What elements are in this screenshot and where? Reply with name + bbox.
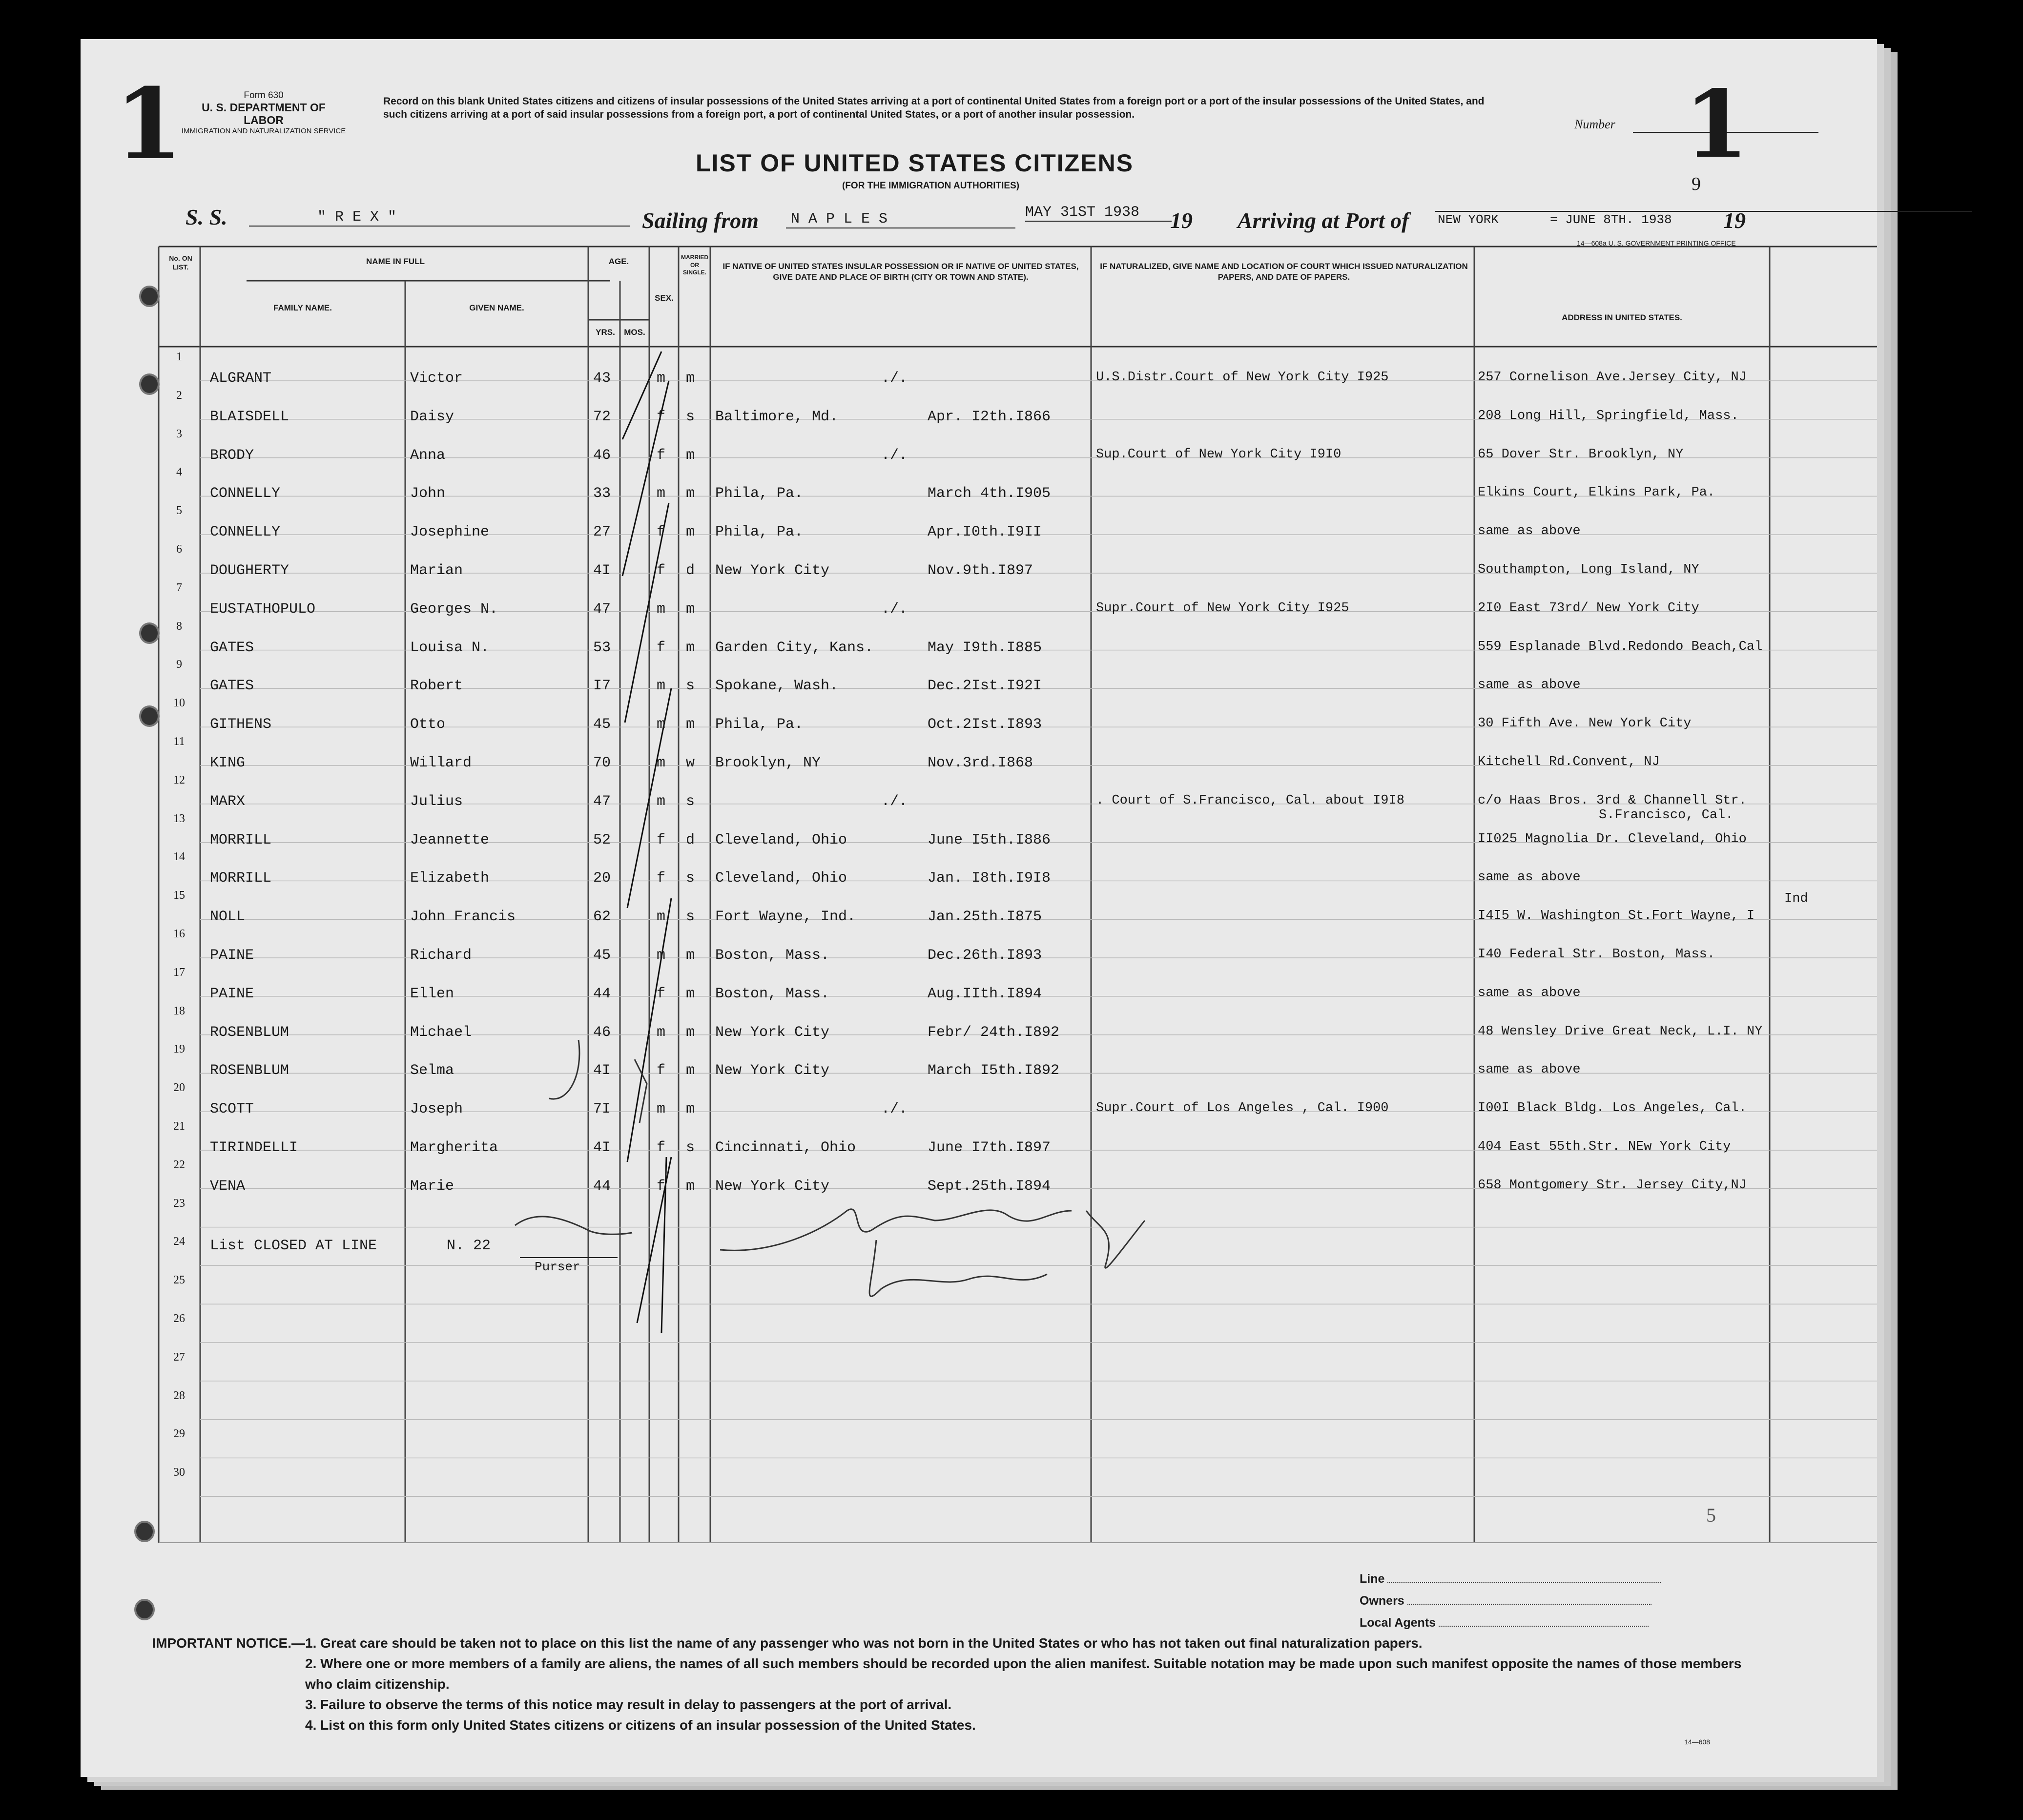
- family-name: TIRINDELLI: [210, 1139, 298, 1156]
- notice-item-2: 2. Where one or more members of a family are aliens, the names of all such members should be recorded upon the alien manifest. Suitable notation may be made upon such manifest opposite the names of those members who claim citizenship.: [305, 1656, 1742, 1692]
- given-name: Josephine: [410, 524, 490, 541]
- marital-status: m: [686, 1024, 695, 1041]
- birth-place: New York City: [715, 1178, 830, 1195]
- given-name: Otto: [410, 716, 446, 733]
- us-address: same as above: [1478, 870, 1581, 885]
- sex: f: [657, 831, 666, 848]
- marital-status: s: [686, 793, 695, 810]
- header-family-name: FAMILY NAME.: [273, 303, 332, 312]
- closing-text: List CLOSED AT LINE: [210, 1238, 377, 1254]
- row-number: 10: [173, 697, 185, 710]
- year-label-1: 19: [1170, 208, 1193, 233]
- birth-place: Cleveland, Ohio: [715, 870, 847, 887]
- given-name: Victor: [410, 370, 463, 387]
- birth-place: ./.: [881, 793, 908, 810]
- sex: m: [657, 485, 666, 502]
- ship-name: " R E X ": [249, 209, 630, 227]
- table-grid: [81, 39, 1877, 1777]
- row-number: 20: [173, 1081, 185, 1095]
- row-number: 9: [176, 658, 182, 671]
- us-address: 559 Esplanade Blvd.Redondo Beach,Cal: [1478, 639, 1763, 654]
- punch-hole: [134, 1521, 155, 1542]
- agent-owners: Owners: [1360, 1594, 1651, 1608]
- notice-item-3: 3. Failure to observe the terms of this notice may result in delay to passengers at the port of arrival.: [305, 1697, 952, 1712]
- sex: m: [657, 370, 666, 387]
- birth-place: Cleveland, Ohio: [715, 831, 847, 848]
- birth-place: Brooklyn, NY: [715, 755, 821, 771]
- birth-place: Cincinnati, Ohio: [715, 1139, 856, 1156]
- marital-status: s: [686, 1139, 695, 1156]
- given-name: Michael: [410, 1024, 472, 1041]
- marital-status: m: [686, 1101, 695, 1118]
- family-name: CONNELLY: [210, 485, 281, 502]
- form-number: Form 630: [244, 90, 284, 101]
- us-address: 30 Fifth Ave. New York City: [1478, 716, 1692, 731]
- number-label: Number: [1574, 117, 1615, 131]
- family-name: EUSTATHOPULO: [210, 600, 316, 618]
- sex: m: [657, 909, 666, 926]
- row-number: 24: [173, 1235, 185, 1248]
- sex: f: [657, 524, 666, 541]
- agent-local: Local Agents: [1360, 1616, 1649, 1630]
- sex: m: [657, 1101, 666, 1118]
- sex: m: [657, 755, 666, 771]
- birth-date: Dec.2Ist.I92I: [928, 678, 1042, 695]
- age-years: 70: [593, 755, 611, 771]
- us-address: same as above: [1478, 1062, 1581, 1077]
- sex: f: [657, 639, 666, 656]
- row-number: 4: [176, 466, 182, 479]
- row-number: 8: [176, 620, 182, 633]
- us-address: II025 Magnolia Dr. Cleveland, Ohio: [1478, 831, 1747, 847]
- header-birth: IF NATIVE OF UNITED STATES INSULAR POSSESSION OR IF NATIVE OF UNITED STATES, GIVE DATE AND PLACE OF BIRTH (CITY OR TOWN AND STATE).: [722, 262, 1079, 282]
- birth-date: Aug.IIth.I894: [928, 985, 1042, 1002]
- marital-status: w: [686, 755, 695, 771]
- family-name: GATES: [210, 678, 254, 695]
- birth-place: New York City: [715, 1024, 830, 1041]
- birth-place: Baltimore, Md.: [715, 408, 839, 425]
- us-address: I40 Federal Str. Boston, Mass.: [1478, 947, 1715, 962]
- row-number: 12: [173, 773, 185, 786]
- row-number: 17: [173, 966, 185, 979]
- age-years: 62: [593, 909, 611, 926]
- naturalization-court: Supr.Court of New York City I925: [1096, 600, 1349, 616]
- printer-mark: 14—608a U. S. GOVERNMENT PRINTING OFFICE: [1577, 239, 1736, 247]
- marital-status: m: [686, 370, 695, 387]
- naturalization-court: Sup.Court of New York City I9I0: [1096, 447, 1342, 462]
- row-number: 18: [173, 1004, 185, 1017]
- us-address: same as above: [1478, 985, 1581, 1000]
- header-age: AGE.: [608, 257, 629, 266]
- sex: m: [657, 678, 666, 695]
- row-number: 26: [173, 1312, 185, 1325]
- us-address: same as above: [1478, 678, 1581, 693]
- arrival-date: = JUNE 8TH. 1938: [1550, 212, 1672, 227]
- us-address: c/o Haas Bros. 3rd & Channell Str.: [1478, 793, 1747, 808]
- family-name: ROSENBLUM: [210, 1024, 289, 1041]
- family-name: BLAISDELL: [210, 408, 289, 425]
- age-years: 4I: [593, 1139, 611, 1156]
- given-name: Louisa N.: [410, 639, 490, 656]
- sex: m: [657, 600, 666, 618]
- age-years: 27: [593, 524, 611, 541]
- marital-status: m: [686, 1062, 695, 1079]
- marital-status: m: [686, 716, 695, 733]
- row-number: 16: [173, 928, 185, 940]
- row-number: 7: [176, 581, 182, 594]
- family-name: GITHENS: [210, 716, 272, 733]
- marital-status: m: [686, 447, 695, 464]
- page-mark: 5: [1706, 1504, 1716, 1526]
- given-name: Selma: [410, 1062, 454, 1079]
- given-name: Willard: [410, 755, 472, 771]
- birth-place: New York City: [715, 1062, 830, 1079]
- ss-label: S. S.: [186, 205, 227, 229]
- row-number: 15: [173, 889, 185, 902]
- punch-hole: [134, 1599, 155, 1620]
- age-years: 20: [593, 870, 611, 887]
- age-years: 45: [593, 947, 611, 964]
- punch-hole: [139, 622, 160, 644]
- sex: f: [657, 1139, 666, 1156]
- sex: f: [657, 408, 666, 425]
- birth-date: June I5th.I886: [928, 831, 1051, 848]
- sex: f: [657, 1062, 666, 1079]
- marital-status: m: [686, 524, 695, 541]
- header-mos: MOS.: [624, 328, 645, 337]
- naturalization-court: Supr.Court of Los Angeles , Cal. I900: [1096, 1101, 1389, 1116]
- birth-place: Phila, Pa.: [715, 485, 804, 502]
- given-name: Anna: [410, 447, 446, 464]
- us-address: 208 Long Hill, Springfield, Mass.: [1478, 408, 1739, 423]
- footer-mark: 14—608: [1684, 1738, 1710, 1746]
- form-title: LIST OF UNITED STATES CITIZENS: [696, 149, 1134, 177]
- age-years: 46: [593, 1024, 611, 1041]
- sailing-date: MAY 31ST 1938: [1025, 204, 1172, 222]
- marital-status: d: [686, 831, 695, 848]
- department-name: U. S. DEPARTMENT OF LABOR: [202, 101, 326, 127]
- row-number: 14: [173, 850, 185, 864]
- row-number: 19: [173, 1043, 185, 1056]
- birth-place: New York City: [715, 562, 830, 579]
- given-name: Daisy: [410, 408, 454, 425]
- marital-status: s: [686, 678, 695, 695]
- given-name: Marian: [410, 562, 463, 579]
- birth-date: Apr. I2th.I866: [928, 408, 1051, 425]
- family-name: KING: [210, 755, 246, 771]
- header-no-on-list: No. ON LIST.: [169, 254, 192, 271]
- closing-line-number: N. 22: [447, 1238, 491, 1254]
- birth-place: Fort Wayne, Ind.: [715, 909, 856, 926]
- header-naturalized: IF NATURALIZED, GIVE NAME AND LOCATION OF COURT WHICH ISSUED NATURALIZATION PAPERS, AND DATE OF PAPERS.: [1100, 262, 1468, 282]
- birth-place: ./.: [881, 1101, 908, 1118]
- header-given-name: GIVEN NAME.: [469, 303, 524, 312]
- age-years: 52: [593, 831, 611, 848]
- year-label-2: 19: [1723, 208, 1746, 233]
- record-instructions: Record on this blank United States citizens and citizens of insular possessions of the United States arriving at a port of continental United States from a foreign port or a port of the insular possessions of the United States, and such citizens arriving at a port of said insular possessions from a foreign port, a port of continental United States, or a port of another insular possession.: [383, 96, 1485, 120]
- us-address: I00I Black Bldg. Los Angeles, Cal.: [1478, 1101, 1747, 1116]
- departure-port: N A P L E S: [786, 211, 1015, 228]
- birth-date: Oct.2Ist.I893: [928, 716, 1042, 733]
- purser-line: [520, 1257, 618, 1258]
- birth-date: Jan.25th.I875: [928, 909, 1042, 926]
- sex: f: [657, 1178, 666, 1195]
- list-number: 1: [1684, 70, 1749, 179]
- given-name: Margherita: [410, 1139, 498, 1156]
- row-number: 22: [173, 1158, 185, 1171]
- birth-date: Apr.I0th.I9II: [928, 524, 1042, 541]
- family-name: BRODY: [210, 447, 254, 464]
- marital-status: s: [686, 870, 695, 887]
- header-married: MARRIED OR SINGLE.: [681, 254, 708, 276]
- age-years: 44: [593, 985, 611, 1002]
- us-address: I4I5 W. Washington St.Fort Wayne, I: [1478, 909, 1755, 924]
- row-number: 6: [176, 543, 182, 556]
- age-years: 7I: [593, 1101, 611, 1118]
- us-address: Kitchell Rd.Convent, NJ: [1478, 755, 1660, 769]
- age-years: 72: [593, 408, 611, 425]
- row-number: 21: [173, 1120, 185, 1133]
- punch-hole: [139, 705, 160, 727]
- birth-date: March I5th.I892: [928, 1062, 1060, 1079]
- birth-date: May I9th.I885: [928, 639, 1042, 656]
- form-subtitle: (FOR THE IMMIGRATION AUTHORITIES): [842, 181, 1020, 191]
- marital-status: m: [686, 1178, 695, 1195]
- sex: m: [657, 1024, 666, 1041]
- naturalization-court: . Court of S.Francisco, Cal. about I9I8: [1096, 793, 1404, 808]
- birth-place: Garden City, Kans.: [715, 639, 874, 656]
- birth-date: June I7th.I897: [928, 1139, 1051, 1156]
- row-number: 11: [173, 735, 185, 748]
- given-name: Jeannette: [410, 831, 490, 848]
- marital-status: d: [686, 562, 695, 579]
- family-name: NOLL: [210, 909, 246, 926]
- given-name: John: [410, 485, 446, 502]
- sailing-from-label: Sailing from: [642, 208, 759, 233]
- notice-label: IMPORTANT NOTICE.—: [152, 1635, 305, 1651]
- age-years: 4I: [593, 562, 611, 579]
- us-address: 65 Dover Str. Brooklyn, NY: [1478, 447, 1684, 462]
- family-name: SCOTT: [210, 1101, 254, 1118]
- birth-date: March 4th.I905: [928, 485, 1051, 502]
- us-address: 48 Wensley Drive Great Neck, L.I. NY: [1478, 1024, 1763, 1039]
- birth-date: Dec.26th.I893: [928, 947, 1042, 964]
- header-name-in-full: NAME IN FULL: [366, 257, 425, 266]
- important-notice: [81, 1633, 1765, 1736]
- family-name: CONNELLY: [210, 524, 281, 541]
- us-address: same as above: [1478, 524, 1581, 539]
- us-address: Southampton, Long Island, NY: [1478, 562, 1699, 577]
- given-name: Elizabeth: [410, 870, 490, 887]
- punch-hole: [139, 286, 160, 307]
- row-number: 23: [173, 1197, 185, 1210]
- marital-status: s: [686, 909, 695, 926]
- corner-number: 1: [115, 67, 183, 182]
- given-name: Robert: [410, 678, 463, 695]
- given-name: Julius: [410, 793, 463, 810]
- birth-place: Boston, Mass.: [715, 985, 830, 1002]
- marital-status: s: [686, 408, 695, 425]
- sex: m: [657, 716, 666, 733]
- age-years: 33: [593, 485, 611, 502]
- sex: m: [657, 947, 666, 964]
- birth-place: Boston, Mass.: [715, 947, 830, 964]
- age-years: 43: [593, 370, 611, 387]
- row-number: 1: [176, 351, 182, 363]
- punch-hole: [139, 373, 160, 395]
- purser-label: Purser: [535, 1260, 580, 1274]
- family-name: PAINE: [210, 947, 254, 964]
- given-name: Georges N.: [410, 600, 498, 618]
- us-address: 257 Cornelison Ave.Jersey City, NJ: [1478, 370, 1747, 385]
- row-number: 13: [173, 812, 185, 825]
- sheet-mark: 9: [1692, 174, 1701, 194]
- age-years: I7: [593, 678, 611, 695]
- age-years: 47: [593, 793, 611, 810]
- birth-place: Phila, Pa.: [715, 524, 804, 541]
- sex: f: [657, 562, 666, 579]
- header-yrs: YRS.: [596, 328, 615, 337]
- sex: f: [657, 985, 666, 1002]
- age-years: 45: [593, 716, 611, 733]
- us-address: Elkins Court, Elkins Park, Pa.: [1478, 485, 1715, 500]
- arrival-port: NEW YORK: [1438, 212, 1499, 227]
- age-years: 44: [593, 1178, 611, 1195]
- us-address: 658 Montgomery Str. Jersey City,NJ: [1478, 1178, 1747, 1193]
- age-years: 53: [593, 639, 611, 656]
- manifest-sheet: [81, 39, 1877, 1777]
- marital-status: m: [686, 639, 695, 656]
- row-number: 28: [173, 1389, 185, 1402]
- family-name: PAINE: [210, 985, 254, 1002]
- birth-place: ./.: [881, 370, 908, 387]
- marital-status: m: [686, 600, 695, 618]
- row-number: 25: [173, 1274, 185, 1287]
- notice-item-1: 1. Great care should be taken not to place on this list the name of any passenger who was not born in the United States or who has not taken out final naturalization papers.: [305, 1635, 1423, 1651]
- birth-place: Spokane, Wash.: [715, 678, 839, 695]
- birth-place: ./.: [881, 447, 908, 464]
- sex: m: [657, 793, 666, 810]
- birth-place: Phila, Pa.: [715, 716, 804, 733]
- given-name: Richard: [410, 947, 472, 964]
- arriving-label: Arriving at Port of: [1238, 208, 1409, 233]
- us-address: 2I0 East 73rd/ New York City: [1478, 600, 1699, 616]
- family-name: MARX: [210, 793, 246, 810]
- age-years: 4I: [593, 1062, 611, 1079]
- given-name: John Francis: [410, 909, 516, 926]
- sex: f: [657, 870, 666, 887]
- birth-date: Nov.3rd.I868: [928, 755, 1033, 771]
- given-name: Joseph: [410, 1101, 463, 1118]
- family-name: GATES: [210, 639, 254, 656]
- row-number: 29: [173, 1427, 185, 1441]
- header-sex: SEX.: [655, 293, 674, 303]
- age-years: 47: [593, 600, 611, 618]
- us-address: 404 East 55th.Str. NEw York City: [1478, 1139, 1731, 1154]
- marital-status: m: [686, 947, 695, 964]
- given-name: Marie: [410, 1178, 454, 1195]
- sex: f: [657, 447, 666, 464]
- family-name: MORRILL: [210, 870, 272, 887]
- row-number: 27: [173, 1350, 185, 1364]
- us-address-line-2: S.Francisco, Cal.: [1599, 807, 1734, 823]
- marital-status: m: [686, 485, 695, 502]
- notice-item-4: 4. List on this form only United States citizens or citizens of an insular possession of the United States.: [305, 1717, 976, 1733]
- family-name: DOUGHERTY: [210, 562, 289, 579]
- birth-date: Nov.9th.I897: [928, 562, 1033, 579]
- given-name: Ellen: [410, 985, 454, 1002]
- agent-line: Line: [1360, 1572, 1661, 1586]
- birth-date: Jan. I8th.I9I8: [928, 870, 1051, 887]
- birth-date: Febr/ 24th.I892: [928, 1024, 1060, 1041]
- us-address-annotation: Ind: [1784, 891, 1808, 907]
- family-name: ROSENBLUM: [210, 1062, 289, 1079]
- family-name: VENA: [210, 1178, 246, 1195]
- row-number: 30: [173, 1466, 185, 1479]
- service-name: IMMIGRATION AND NATURALIZATION SERVICE: [181, 126, 346, 135]
- header-address: ADDRESS IN UNITED STATES.: [1562, 313, 1682, 322]
- birth-date: Sept.25th.I894: [928, 1178, 1051, 1195]
- row-number: 2: [176, 389, 182, 402]
- row-number: 5: [176, 504, 182, 517]
- age-years: 46: [593, 447, 611, 464]
- naturalization-court: U.S.Distr.Court of New York City I925: [1096, 370, 1389, 385]
- birth-place: ./.: [881, 600, 908, 618]
- family-name: MORRILL: [210, 831, 272, 848]
- family-name: ALGRANT: [210, 370, 272, 387]
- marital-status: m: [686, 985, 695, 1002]
- row-number: 3: [176, 427, 182, 440]
